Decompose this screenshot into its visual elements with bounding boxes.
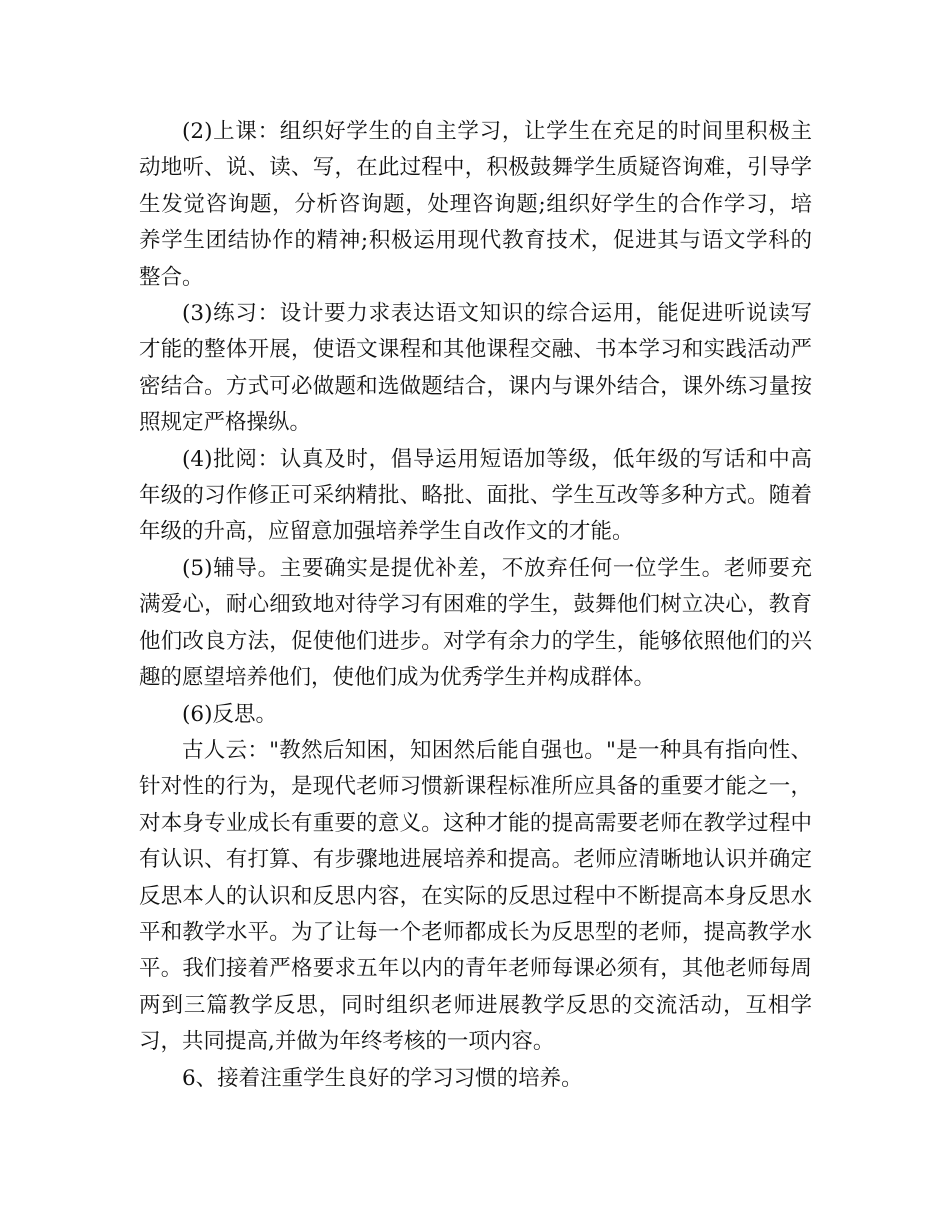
- paragraph-practice: (3)练习：设计要力求表达语文知识的综合运用，能促进听说读写才能的整体开展，使语文课程和其他课程交融、书本学习和实践活动严密结合。方式可必做题和选做题结合，课内与课外结合，课外练习量按照规定严格操纵。: [139, 301, 812, 436]
- paragraph-class-preparation: (2)上课：组织好学生的自主学习，让学生在充足的时间里积极主动地听、说、读、写，在此过程中，积极鼓舞学生质疑咨询难，引导学生发觉咨询题，分析咨询题，处理咨询题;组织好学生的合作学习，培养学生团结协作的精神;积极运用现代教育技术，促进其与语文学科的整合。: [139, 119, 812, 290]
- paragraph-reflection-heading: (6)反思。: [182, 701, 277, 727]
- paragraph-reflection-body: 古人云："教然后知困，知困然后能自强也。"是一种具有指向性、针对性的行为，是现代老师习惯新课程标准所应具备的重要才能之一，对本身专业成长有重要的意义。这种才能的提高需要老师在教学过程中有认识、有打算、有步骤地进展培养和提高。老师应清晰地认识并确定反思本人的认识和反思内容，在实际的反思过程中不断提高本身反思水平和教学水平。为了让每一个老师都成长为反思型的老师，提高教学水平。我们接着严格要求五年以内的青年老师每课必须有，其他老师每周两到三篇教学反思，同时组织老师进展教学反思的交流活动，互相学习，共同提高,并做为年终考核的一项内容。: [139, 737, 812, 1055]
- paragraph-study-habits: 6、接着注重学生良好的学习习惯的培养。: [182, 1065, 583, 1091]
- paragraph-grading: (4)批阅：认真及时，倡导运用短语加等级，低年级的写话和中高年级的习作修正可采纳精批、略批、面批、学生互改等多种方式。随着年级的升高，应留意加强培养学生自改作文的才能。: [139, 446, 812, 545]
- paragraph-tutoring: (5)辅导。主要确实是提优补差，不放弃任何一位学生。老师要充满爱心，耐心细致地对待学习有困难的学生，鼓舞他们树立决心，教育他们改良方法，促使他们进步。对学有余力的学生，能够依照他们的兴趣的愿望培养他们，使他们成为优秀学生并构成群体。: [139, 555, 812, 691]
